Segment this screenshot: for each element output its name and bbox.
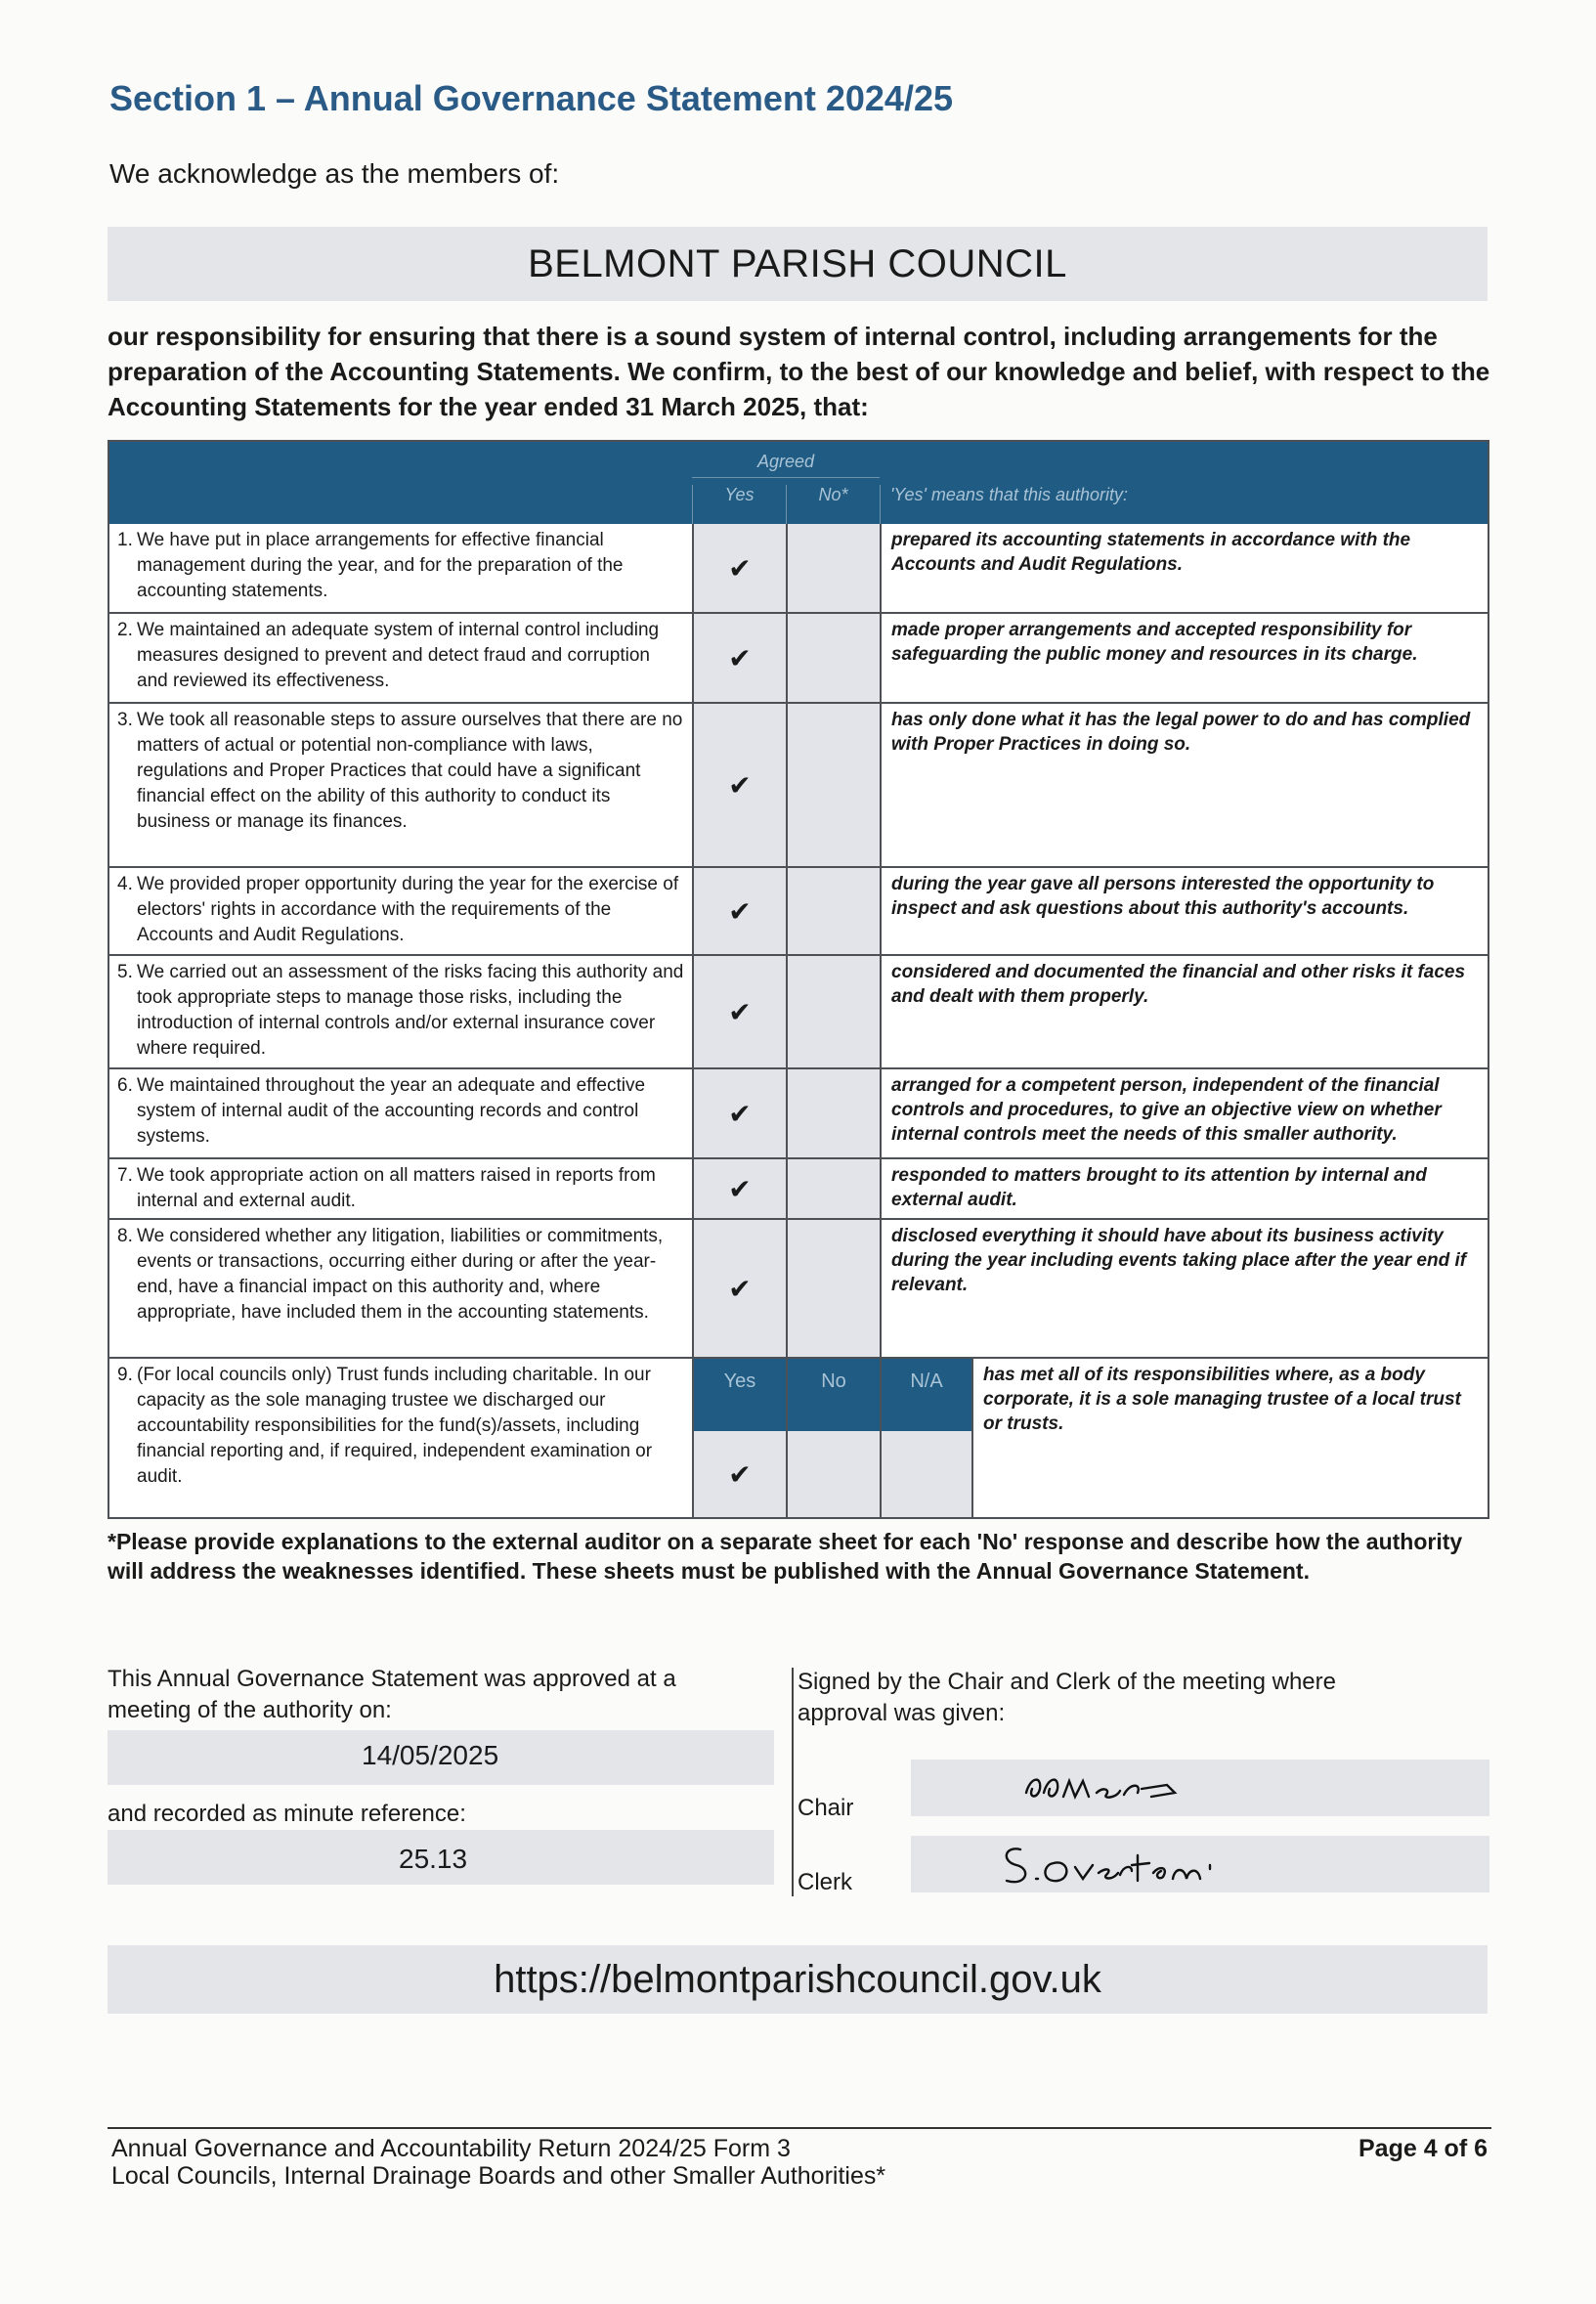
table-row-7-yes-checkbox[interactable]: ✔ [692, 1159, 786, 1220]
clerk-signature [911, 1836, 1489, 1892]
section-divider [792, 1668, 794, 1896]
table-row-5-yes-checkbox[interactable]: ✔ [692, 956, 786, 1069]
table-row-8-yes-checkbox[interactable]: ✔ [692, 1220, 786, 1359]
signature-instructions: Signed by the Chair and Clerk of the meeting where approval was given: [798, 1669, 1336, 1726]
table-row-7-meaning: responded to matters brought to its attention by internal and external audit. [880, 1159, 1488, 1220]
statement-text: (For local councils only) Trust funds including charitable. In our capacity as the sole managing trustee we discharged our accountability responsibilities for the fund(s)/assets, including financial reporting and, if required, independent examination or audit. [137, 1365, 653, 1487]
approval-date-label: This Annual Governance Statement was approved at a meeting of the authority on: [108, 1666, 676, 1723]
table-row-3-no-checkbox[interactable] [786, 704, 880, 868]
table-row-7-no-checkbox[interactable] [786, 1159, 880, 1220]
table-row-6-meaning: arranged for a competent person, independent of the financial controls and procedures, to give an objective view on whether internal controls meet the needs of this smaller authority. [880, 1069, 1488, 1159]
header-divider [692, 477, 880, 478]
table-row-9-na-checkbox[interactable] [880, 1431, 971, 1517]
clerk-label: Clerk [798, 1869, 853, 1895]
council-name: BELMONT PARISH COUNCIL [528, 241, 1067, 285]
table-row-4-yes-checkbox[interactable]: ✔ [692, 868, 786, 956]
table-row-1-yes-checkbox[interactable]: ✔ [692, 524, 786, 614]
row-number: 2. [117, 620, 133, 640]
statement-text: We maintained an adequate system of internal control including measures designed to prevent and detect fraud and corruption and reviewed its effectiveness. [137, 620, 660, 691]
table-row-3-meaning: has only done what it has the legal power to do and has complied with Proper Practices in doing so. [880, 704, 1488, 868]
table-row-6-no-checkbox[interactable] [786, 1069, 880, 1159]
no-header: No* [786, 485, 880, 524]
table-row-8-statement [109, 1220, 692, 1359]
table-row-9-yes-checkbox[interactable]: ✔ [692, 1431, 786, 1517]
table-row-6-statement [109, 1069, 692, 1159]
table-row-4-statement [109, 868, 692, 956]
table-row-2-no-checkbox[interactable] [786, 614, 880, 704]
agreed-header: Agreed [756, 452, 815, 471]
table-row-2-yes-checkbox[interactable]: ✔ [692, 614, 786, 704]
table-row-9-statement [109, 1359, 692, 1517]
minute-reference-value: 25.13 [399, 1844, 468, 1874]
table-row-9-no-checkbox[interactable] [786, 1431, 880, 1517]
footer-authority-types: Local Councils, Internal Drainage Boards and other Smaller Authorities* [111, 2162, 886, 2190]
statement-text: We provided proper opportunity during the year for the exercise of electors' rights in accordance with the requirements of the Accounts and Audit Regulations. [137, 874, 679, 945]
table-row-3-yes-checkbox[interactable]: ✔ [692, 704, 786, 868]
row-number: 1. [117, 530, 133, 550]
statement-text: We took all reasonable steps to assure ourselves that there are no matters of actual or potential non-compliance with laws, regulations and Proper Practices that could have a significant financial effect on the ability of this authority to conduct its business or manage its finances. [137, 710, 683, 832]
council-name-field [108, 227, 1488, 301]
chair-label: Chair [798, 1795, 854, 1821]
table-row-5-meaning: considered and documented the financial and other risks it faces and dealt with them properly. [880, 956, 1488, 1069]
table-row-5-statement [109, 956, 692, 1069]
row-9-no-header: No [786, 1359, 880, 1431]
governance-table [108, 440, 1489, 1519]
table-row-9-meaning: has met all of its responsibilities where, as a body corporate, it is a sole managing trustee of a local trust or trusts. [971, 1359, 1488, 1517]
acknowledgement-text: We acknowledge as the members of: [109, 158, 560, 189]
table-row-1-no-checkbox[interactable] [786, 524, 880, 614]
row-number: 6. [117, 1075, 133, 1096]
table-row-8-no-checkbox[interactable] [786, 1220, 880, 1359]
statement-text: We considered whether any litigation, liabilities or commitments, events or transactions, occurring either during or after the year-end, have a financial impact on this authority and, where appropriate, have included them in the accounting statements. [137, 1226, 664, 1323]
statement-text: We have put in place arrangements for effective financial management during the year, and for the preparation of the accounting statements. [137, 530, 624, 601]
no-response-note: *Please provide explanations to the external auditor on a separate sheet for each 'No' response and describe how the authority will address the weaknesses identified. These sheets must be published with the Annual Governance Statement. [108, 1529, 1463, 1584]
means-header: 'Yes' means that this authority: [880, 485, 1271, 524]
chair-signature-field[interactable] [911, 1760, 1489, 1816]
statement-text: We maintained throughout the year an adequate and effective system of internal audit of the accounting records and control systems. [137, 1075, 646, 1147]
table-row-1-meaning: prepared its accounting statements in accordance with the Accounts and Audit Regulations. [880, 524, 1488, 614]
statement-text: We took appropriate action on all matters raised in reports from internal and external audit. [137, 1165, 656, 1211]
row-number: 4. [117, 874, 133, 894]
row-number: 8. [117, 1226, 133, 1246]
row-number: 9. [117, 1365, 133, 1385]
table-row-5-no-checkbox[interactable] [786, 956, 880, 1069]
row-9-na-header: N/A [880, 1359, 971, 1431]
page-number: Page 4 of 6 [1359, 2135, 1488, 2162]
minute-reference-label: and recorded as minute reference: [108, 1801, 466, 1827]
intro-paragraph: our responsibility for ensuring that there is a sound system of internal control, including arrangements for the preparation of the Accounting Statements. We confirm, to the best of our knowledge and belief, with respect to the Accounting Statements for the year ended 31 March 2025, that: [108, 322, 1490, 421]
website-url: https://belmontparishcouncil.gov.uk [494, 1957, 1101, 2001]
footer-rule [108, 2127, 1491, 2129]
row-number: 7. [117, 1165, 133, 1186]
row-9-yes-header: Yes [692, 1359, 786, 1431]
clerk-signature-field[interactable] [911, 1836, 1489, 1892]
chair-signature [911, 1760, 1489, 1816]
table-row-2-meaning: made proper arrangements and accepted responsibility for safeguarding the public money and resources in its charge. [880, 614, 1488, 704]
statement-text: We carried out an assessment of the risks facing this authority and took appropriate steps to manage those risks, including the introduction of internal controls and/or external insurance cover where required. [137, 962, 684, 1059]
row-number: 3. [117, 710, 133, 730]
table-row-1-statement [109, 524, 692, 614]
table-row-6-yes-checkbox[interactable]: ✔ [692, 1069, 786, 1159]
table-row-4-no-checkbox[interactable] [786, 868, 880, 956]
table-row-8-meaning: disclosed everything it should have about its business activity during the year including events taking place after the year end if relevant. [880, 1220, 1488, 1359]
website-field[interactable] [108, 1945, 1488, 2014]
table-row-3-statement [109, 704, 692, 868]
yes-header: Yes [692, 485, 786, 524]
approval-date-value: 14/05/2025 [362, 1740, 499, 1770]
footer-form-title: Annual Governance and Accountability Return 2024/25 Form 3 [111, 2135, 791, 2162]
table-row-2-statement [109, 614, 692, 704]
table-row-4-meaning: during the year gave all persons interested the opportunity to inspect and ask questions about this authority's accounts. [880, 868, 1488, 956]
table-row-7-statement [109, 1159, 692, 1220]
page-title: Section 1 – Annual Governance Statement 2024/25 [109, 78, 953, 118]
row-number: 5. [117, 962, 133, 982]
